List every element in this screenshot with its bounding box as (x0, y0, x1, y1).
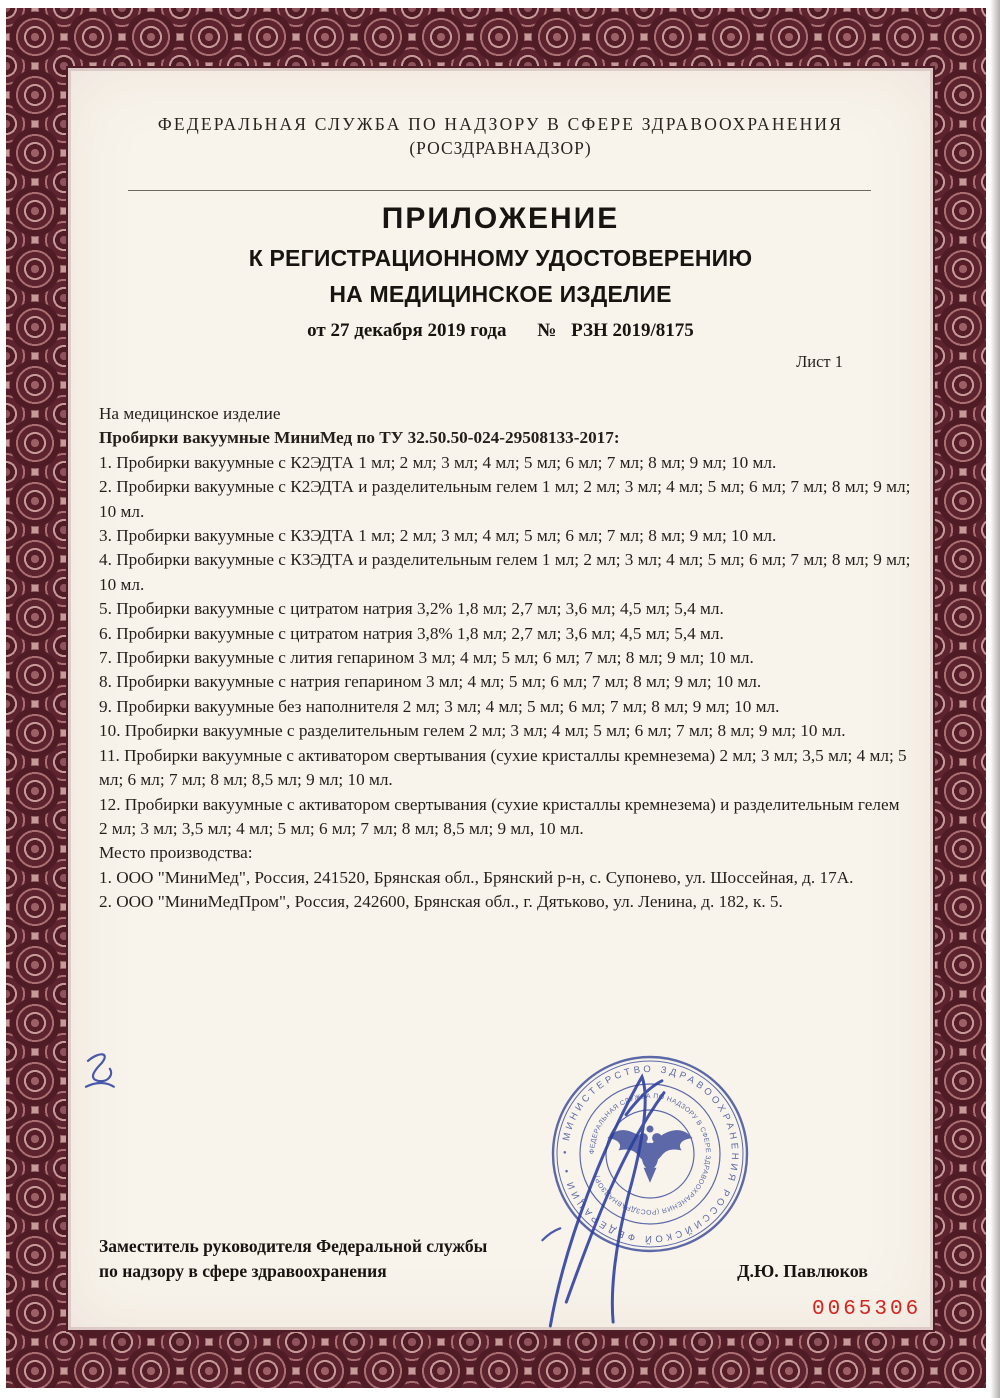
production-heading: Место производства: (99, 843, 253, 863)
official-stamp (548, 1052, 752, 1256)
agency-line-1: ФЕДЕРАЛЬНАЯ СЛУЖБА ПО НАДЗОРУ В СФЕРЕ ЗДРАВООХРАНЕНИЯ (157, 114, 844, 134)
agency-name (68, 112, 933, 160)
agency-line-2: (РОСЗДРАВНАДЗОР) (409, 138, 592, 158)
production-site: 1. ООО "МиниМед", Россия, 241520, Брянская обл., Брянский р-н, с. Супонево, ул. Шоссейная, д. 17А. (99, 867, 854, 887)
number-sign: № (537, 320, 557, 341)
list-item: 7. Пробирки вакуумные с лития гепарином 3 мл; 4 мл; 5 мл; 6 мл; 7 мл; 8 мл; 9 мл; 10 мл. (99, 648, 754, 668)
signer-title-line-2: по надзору в сфере здравоохранения (99, 1261, 387, 1281)
sheet-number: Лист 1 (796, 352, 843, 371)
signature-block (99, 1234, 902, 1284)
list-item: 3. Пробирки вакуумные с КЗЭДТА 1 мл; 2 мл; 3 мл; 4 мл; 5 мл; 6 мл; 7 мл; 8 мл; 9 мл; 10 мл. (99, 526, 777, 546)
document-title (68, 198, 933, 312)
document-body (99, 402, 911, 915)
scan-edge-shadow (990, 0, 1000, 1398)
title-line-2: К РЕГИСТРАЦИОННОМУ УДОСТОВЕРЕНИЮ (248, 245, 753, 271)
intro-line: На медицинское изделие (99, 404, 281, 423)
product-heading: Пробирки вакуумные МиниМед по ТУ 32.50.50-024-29508133-2017: (99, 428, 620, 448)
registration-date-line (68, 320, 933, 342)
list-item: 5. Пробирки вакуумные с цитратом натрия 3,2% 1,8 мл; 2,7 мл; 3,6 мл; 4,5 мл; 5,4 мл. (99, 599, 724, 619)
title-line-1: ПРИЛОЖЕНИЕ (381, 202, 620, 235)
list-item: 1. Пробирки вакуумные с К2ЭДТА 1 мл; 2 мл; 3 мл; 4 мл; 5 мл; 6 мл; 7 мл; 8 мл; 9 мл; 10 мл. (99, 452, 777, 472)
header-divider (128, 190, 871, 191)
list-item: 9. Пробирки вакуумные без наполнителя 2 мл; 3 мл; 4 мл; 5 мл; 6 мл; 7 мл; 8 мл; 9 мл; 10 мл. (99, 696, 780, 716)
list-item: 4. Пробирки вакуумные с КЗЭДТА и разделительным гелем 1 мл; 2 мл; 3 мл; 4 мл; 5 мл; 6 мл; 7 мл; 8 мл; 9 мл; 10 мл. (99, 550, 911, 594)
double-headed-eagle-icon (608, 1126, 692, 1182)
list-item: 11. Пробирки вакуумные с активатором свертывания (сухие кристаллы кремнезема) 2 мл; 3 мл; 3,5 мл; 4 мл; 5 мл; 6 мл; 7 мл; 8 мл; 8,5 мл; 9 мл; 10 мл. (99, 745, 907, 790)
signer-title (99, 1234, 487, 1284)
list-item: 2. Пробирки вакуумные с К2ЭДТА и разделительным гелем 1 мл; 2 мл; 3 мл; 4 мл; 5 мл; 6 мл; 7 мл; 8 мл; 9 мл; 10 мл. (99, 477, 911, 521)
list-item: 12. Пробирки вакуумные с активатором свертывания (сухие кристаллы кремнезема) и разделительным гелем 2 мл; 3 мл; 3,5 мл; 4 мл; 5 мл; 6 мл; 7 мл; 8 мл; 8,5 мл; 9 мл, 10 мл. (99, 794, 900, 838)
paraph-ink (86, 1054, 560, 1240)
registration-number: РЗН 2019/8175 (571, 320, 694, 341)
serial-number: 0065306 (812, 1298, 922, 1321)
production-site: 2. ООО "МиниМедПром", Россия, 242600, Брянская обл., г. Дятьково, ул. Ленина, д. 182, к. 5. (99, 892, 783, 912)
list-item: 6. Пробирки вакуумные с цитратом натрия 3,8% 1,8 мл; 2,7 мл; 3,6 мл; 4,5 мл; 5,4 мл. (99, 623, 724, 643)
signer-title-line-1: Заместитель руководителя Федеральной службы (99, 1236, 488, 1256)
title-line-3: НА МЕДИЦИНСКОЕ ИЗДЕЛИЕ (329, 281, 672, 307)
certificate-panel (66, 66, 935, 1332)
list-item: 8. Пробирки вакуумные с натрия гепарином 3 мл; 4 мл; 5 мл; 6 мл; 7 мл; 8 мл; 9 мл; 10 мл. (99, 672, 762, 692)
registration-date: от 27 декабря 2019 года (307, 320, 507, 341)
signer-name: Д.Ю. Павлюков (737, 1261, 868, 1281)
list-item: 10. Пробирки вакуумные с разделительным гелем 2 мл; 3 мл; 4 мл; 5 мл; 6 мл; 7 мл; 8 мл; 9 мл; 10 мл. (99, 721, 846, 741)
stamp-outer-ring-text: • МИНИСТЕРСТВО ЗДРАВООХРАНЕНИЯ РОССИЙСКОЙ ФЕДЕРАЦИИ • (559, 1063, 741, 1245)
stamp-inner-ring-text: ФЕДЕРАЛЬНАЯ СЛУЖБА ПО НАДЗОРУ В СФЕРЕ ЗДРАВООХРАНЕНИЯ (РОСЗДРАВНАДЗОР) (588, 1092, 712, 1216)
